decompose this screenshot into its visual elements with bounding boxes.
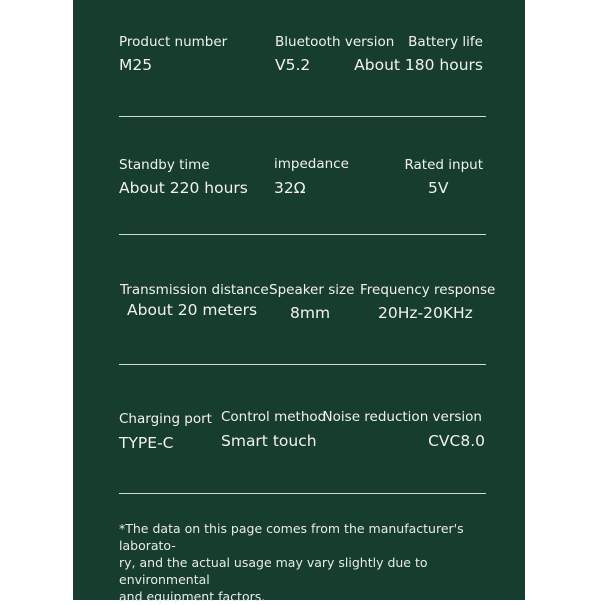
charging-port-value: TYPE-C <box>119 434 174 452</box>
frequency-response-label: Frequency response <box>360 282 496 298</box>
disclaimer-footnote <box>119 520 499 605</box>
impedance-value: 32Ω <box>274 179 306 197</box>
battery-life-label: Battery life <box>408 34 483 50</box>
divider-4 <box>119 493 486 494</box>
spec-panel <box>73 0 525 604</box>
product-number-value: M25 <box>119 56 153 74</box>
standby-time-value: About 220 hours <box>119 179 248 197</box>
control-method-value: Smart touch <box>221 432 317 450</box>
noise-reduction-value: CVC8.0 <box>428 432 485 450</box>
noise-reduction-label: Noise reduction version <box>322 409 482 425</box>
bluetooth-version-value: V5.2 <box>275 56 311 74</box>
speaker-size-label: Speaker size <box>269 282 355 298</box>
control-method-label: Control method <box>221 409 327 425</box>
rated-input-label: Rated input <box>404 157 483 173</box>
frequency-response-value: 20Hz-20KHz <box>378 304 473 322</box>
divider-1 <box>119 116 486 117</box>
footnote-line-1: *The data on this page comes from the manufacturer's laborato- <box>119 521 464 553</box>
transmission-distance-value: About 20 meters <box>127 301 258 319</box>
standby-time-label: Standby time <box>119 157 210 173</box>
transmission-distance-label: Transmission distance <box>120 282 269 298</box>
impedance-label: impedance <box>274 156 349 172</box>
charging-port-label: Charging port <box>119 411 212 427</box>
divider-2 <box>119 234 486 235</box>
rated-input-value: 5V <box>428 179 449 197</box>
speaker-size-value: 8mm <box>290 304 331 322</box>
product-number-label: Product number <box>119 34 228 50</box>
bluetooth-version-label: Bluetooth version <box>275 34 395 50</box>
battery-life-value: About 180 hours <box>354 56 483 74</box>
footnote-line-3: and equipment factors. <box>119 589 266 604</box>
footnote-line-2: ry, and the actual usage may vary slightly due to environmental <box>119 555 428 587</box>
divider-3 <box>119 364 486 365</box>
